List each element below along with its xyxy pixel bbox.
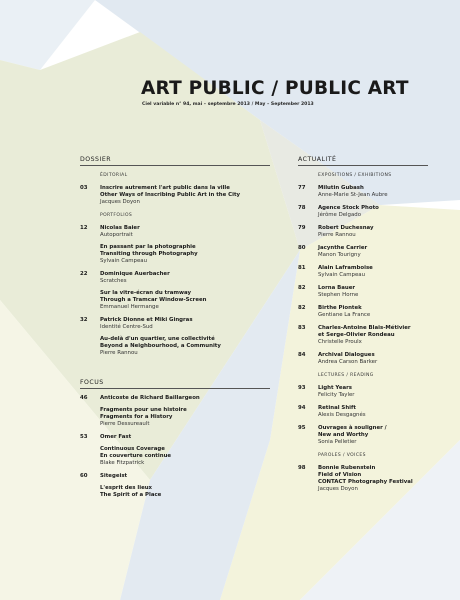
entry-title: Transiting through Photography [100,251,198,257]
entry-author: Pierre Rannou [318,232,356,238]
entry-title: Beyond a Neighbourhood, a Community [100,343,221,349]
portfolios-label: PORTFOLIOS [100,213,133,218]
entry-title: Fragments pour une histoire [100,407,187,413]
page-number: 82 [298,285,306,291]
entry-title: En couverture continue [100,453,172,459]
entry-author: Pierre Rannou [100,350,138,356]
entry-author: Sylvain Campeau [100,258,148,264]
issue-subtitle: Ciel variable n° 94, mai – septembre 2013 / May – September 2013 [142,102,314,107]
toc-entry[interactable] [298,465,428,493]
toc-entry[interactable] [80,434,270,467]
entry-author: Sylvain Campeau [318,272,366,278]
toc-entry[interactable] [80,225,270,265]
toc-entry[interactable] [298,205,428,219]
entry-title: Agence Stock Photo [318,205,379,211]
toc-entry[interactable] [298,385,428,399]
entry-title: Ouvrages à souligner / [318,425,387,431]
page-number: 46 [80,395,88,401]
entry-author: Jacques Doyon [318,486,358,492]
actualite-rule [298,165,428,166]
entry-author: Emmanuel Hermange [100,304,159,310]
entry-title: Field of Vision [318,472,362,478]
toc-entry[interactable] [80,271,270,311]
focus-section [80,379,270,499]
toc-entry[interactable] [298,325,428,346]
page-number: 83 [298,325,306,331]
entry-artist: Anticoste de Richard Baillargeon [100,395,200,401]
page-number: 98 [298,465,306,471]
entry-title: Through a Tramcar Window-Screen [100,297,207,303]
page-number: 03 [80,185,88,191]
focus-heading: FOCUS [80,379,104,386]
entry-artist: Nicolas Baier [100,225,140,231]
toc-entry[interactable] [80,185,270,206]
entry-title: Sur la vitre-écran du tramway [100,290,191,296]
entry-title: New and Worthy [318,432,369,438]
entry-title: Au-delà d'un quartier, une collectivité [100,336,215,342]
entry-title: Lorna Bauer [318,285,356,291]
lectures-label: LECTURES / READING [318,373,374,378]
entry-author: Felicity Tayler [318,392,355,398]
dossier-rule [80,165,270,166]
toc-entry[interactable] [298,405,428,419]
page-number: 12 [80,225,88,231]
entry-author: Jérôme Delgado [318,212,361,218]
page-number: 82 [298,305,306,311]
editorial-label: ÉDITORIAL [100,173,128,178]
page-number: 79 [298,225,306,231]
entry-title: Continuous Coverage [100,446,165,452]
entry-title: Alain Laframboise [318,265,373,271]
dossier-heading: DOSSIER [80,156,112,163]
entry-author: Anne-Marie St-Jean Aubre [318,192,388,198]
page-number: 60 [80,473,88,479]
page-number: 77 [298,185,306,191]
entry-title: Fragments for a History [100,414,173,420]
page-number: 22 [80,271,88,277]
paroles-label: PAROLES / VOICES [318,453,366,458]
entry-author: Jacques Doyon [100,199,140,205]
entry-author: Stephen Horne [318,292,359,298]
entry-title: L'esprit des lieux [100,485,153,491]
page-number: 32 [80,317,88,323]
page-number: 78 [298,205,306,211]
entry-artist: Patrick Dionne et Miki Gingras [100,317,193,323]
entry-work: Autoportrait [100,232,133,238]
toc-entry[interactable] [298,225,428,239]
toc-entry[interactable] [298,305,428,319]
page-title: ART PUBLIC / PUBLIC ART [141,78,409,99]
page-number: 84 [298,352,306,358]
entry-author: Christelle Proulx [318,339,362,345]
entry-work: Scratches [100,278,127,284]
entry-title: Retinal Shift [318,405,356,411]
entry-title: CONTACT Photography Festival [318,479,413,485]
toc-entry[interactable] [80,317,270,357]
right-column [298,156,428,493]
toc-entry[interactable] [298,352,428,366]
left-column [80,156,270,499]
entry-artist: Dominique Auerbacher [100,271,170,277]
entry-title: Robert Duchesnay [318,225,374,231]
entry-artist: Sitegeist [100,473,128,479]
toc-entry[interactable] [298,425,428,446]
expositions-label: EXPOSITIONS / EXHIBITIONS [318,173,392,178]
entry-author: Andrea Carson Barker [318,359,378,365]
entry-title: Other Ways of Inscribing Public Art in the City [100,192,241,198]
entry-title: Milutin Gubash [318,185,364,191]
entry-title: et Serge-Olivier Rondeau [318,332,395,338]
entry-artist: Omer Fast [100,434,132,440]
entry-work: Identité Centre-Sud [100,324,153,330]
entry-author: Gentiane La France [318,312,371,318]
page-number: 81 [298,265,306,271]
toc-entry[interactable] [80,395,270,428]
entry-author: Sonia Pelletier [318,439,357,445]
entry-title: The Spirit of a Place [100,492,162,498]
toc-entry[interactable] [298,285,428,299]
entry-author: Pierre Dessureault [100,421,150,427]
toc-entry[interactable] [80,473,270,499]
actualite-heading: ACTUALITÉ [298,156,337,163]
entry-author: Alexis Desgagnés [318,412,366,418]
page-number: 53 [80,434,88,440]
entry-title: Archival Dialogues [318,352,375,358]
entry-title: Birthe Piontek [318,305,362,311]
toc-entry[interactable] [298,185,428,199]
page-number: 94 [298,405,306,411]
entry-author: Blake Fitzpatrick [100,460,145,466]
entry-title: En passant par la photographie [100,244,196,250]
page-number: 80 [298,245,306,251]
entry-title: Charles-Antoine Blais-Métivier [318,325,411,331]
entry-title: Inscrire autrement l'art public dans la ville [100,185,230,191]
entry-author: Manon Tourigny [318,252,361,258]
page-number: 93 [298,385,306,391]
focus-rule [80,388,270,389]
entry-title: Jacynthe Carrier [318,245,368,251]
page-number: 95 [298,425,306,431]
toc-entry[interactable] [298,245,428,259]
toc-entry[interactable] [298,265,428,279]
entry-title: Light Years [318,385,353,391]
entry-title: Bonnie Rubenstein [318,465,376,471]
